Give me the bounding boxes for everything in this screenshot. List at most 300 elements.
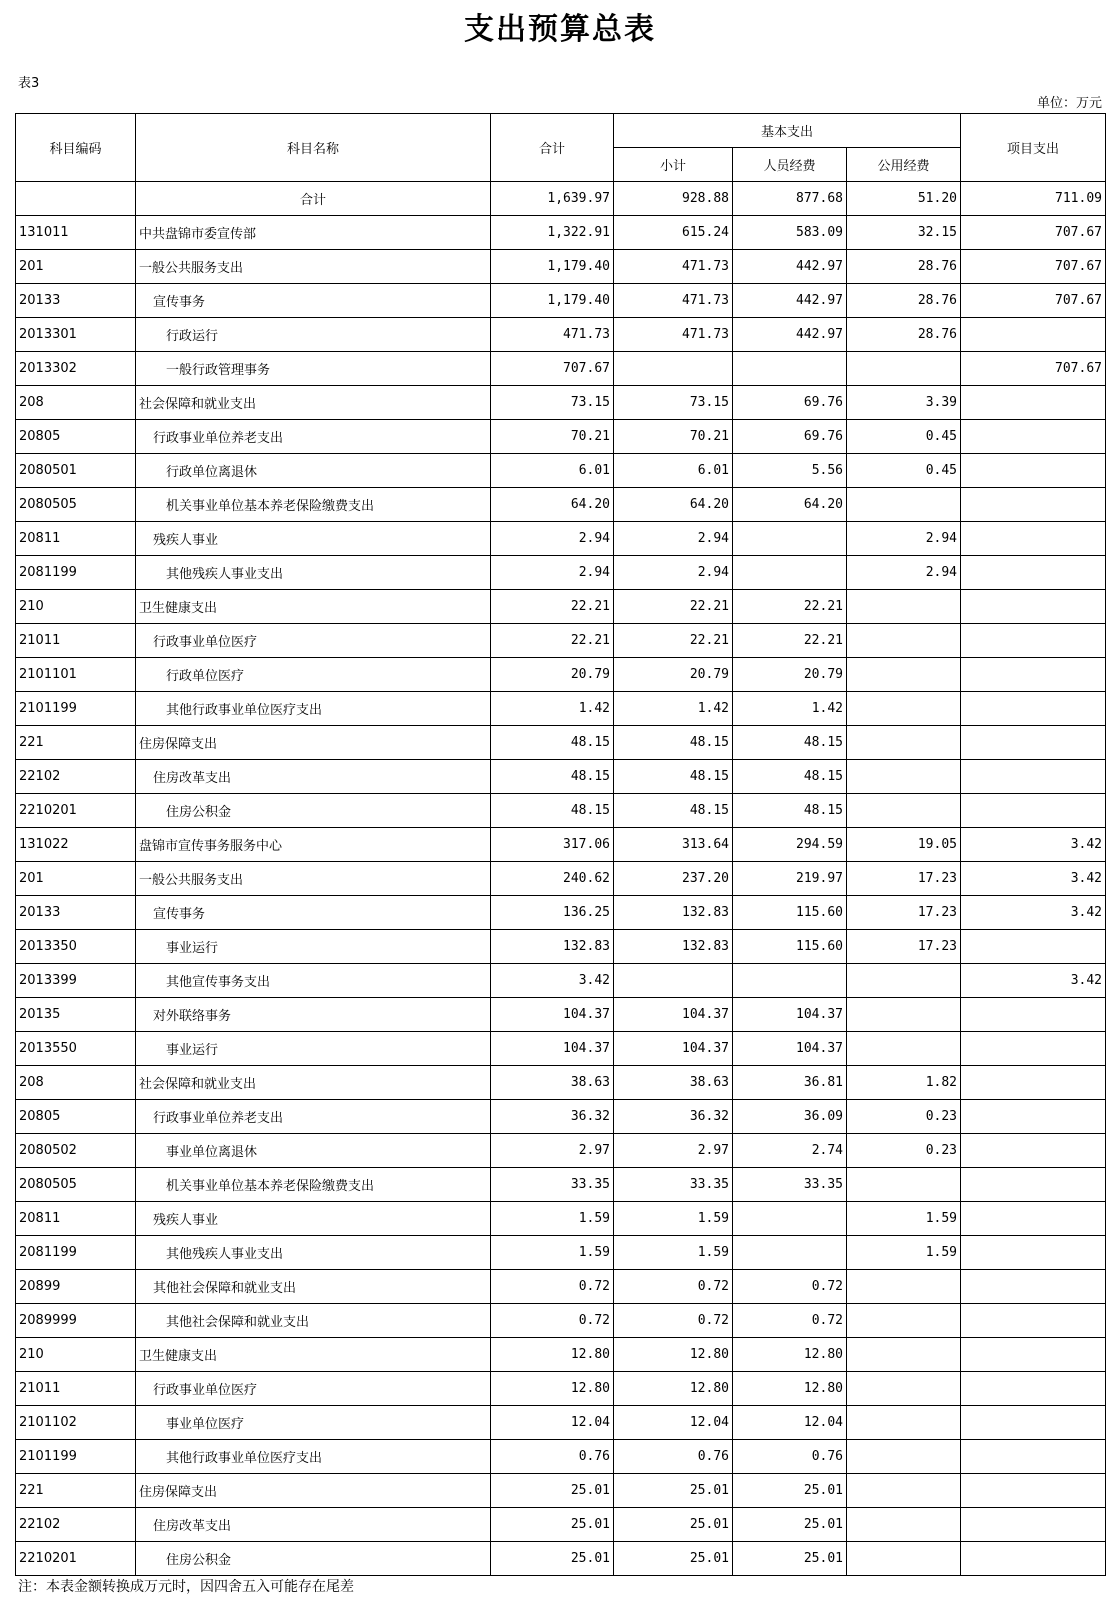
- cell-code: 2081199: [16, 1236, 136, 1270]
- table-row: [16, 352, 1106, 386]
- cell-subtotal: 1.59: [614, 1236, 733, 1270]
- cell-code: 2013399: [16, 964, 136, 998]
- cell-project-expenditure: [961, 1304, 1106, 1338]
- cell-personnel-cost: 0.76: [733, 1440, 847, 1474]
- cell-personnel-cost: 69.76: [733, 420, 847, 454]
- header-public-cost: 公用经费: [847, 148, 961, 182]
- cell-total: 1,639.97: [491, 182, 614, 216]
- cell-name: 卫生健康支出: [136, 590, 491, 624]
- cell-total: 2.97: [491, 1134, 614, 1168]
- table-row: [16, 794, 1106, 828]
- cell-code: 2013302: [16, 352, 136, 386]
- cell-subtotal: 70.21: [614, 420, 733, 454]
- cell-name: 机关事业单位基本养老保险缴费支出: [136, 1168, 491, 1202]
- header-subtotal: 小计: [614, 148, 733, 182]
- cell-project-expenditure: [961, 1202, 1106, 1236]
- table-row: [16, 624, 1106, 658]
- cell-name: 住房改革支出: [136, 760, 491, 794]
- cell-code: 221: [16, 726, 136, 760]
- cell-personnel-cost: 12.04: [733, 1406, 847, 1440]
- cell-name: 其他社会保障和就业支出: [136, 1270, 491, 1304]
- cell-personnel-cost: 115.60: [733, 930, 847, 964]
- cell-personnel-cost: 5.56: [733, 454, 847, 488]
- cell-code: 131011: [16, 216, 136, 250]
- table-row: [16, 454, 1106, 488]
- cell-subtotal: 132.83: [614, 930, 733, 964]
- cell-personnel-cost: [733, 1202, 847, 1236]
- cell-public-cost: [847, 964, 961, 998]
- cell-project-expenditure: [961, 1270, 1106, 1304]
- cell-public-cost: 2.94: [847, 522, 961, 556]
- cell-total: 0.72: [491, 1304, 614, 1338]
- cell-project-expenditure: 707.67: [961, 250, 1106, 284]
- cell-code: 2013550: [16, 1032, 136, 1066]
- cell-subtotal: 48.15: [614, 760, 733, 794]
- cell-name: 宣传事务: [136, 284, 491, 318]
- table-row: [16, 1474, 1106, 1508]
- cell-name: 残疾人事业: [136, 522, 491, 556]
- table-row: [16, 318, 1106, 352]
- cell-subtotal: 2.94: [614, 522, 733, 556]
- cell-total: 48.15: [491, 794, 614, 828]
- cell-code: 221: [16, 1474, 136, 1508]
- header-total: 合计: [491, 114, 614, 182]
- cell-total: 2.94: [491, 556, 614, 590]
- cell-subtotal: 132.83: [614, 896, 733, 930]
- cell-project-expenditure: [961, 1542, 1106, 1576]
- table-row: [16, 420, 1106, 454]
- cell-personnel-cost: 0.72: [733, 1304, 847, 1338]
- table-row: [16, 1236, 1106, 1270]
- cell-project-expenditure: [961, 1168, 1106, 1202]
- cell-subtotal: 12.04: [614, 1406, 733, 1440]
- table-row: [16, 1372, 1106, 1406]
- cell-project-expenditure: 707.67: [961, 352, 1106, 386]
- table-row: [16, 1508, 1106, 1542]
- cell-name: 住房保障支出: [136, 726, 491, 760]
- header-code: 科目编码: [16, 114, 136, 182]
- cell-subtotal: 12.80: [614, 1338, 733, 1372]
- cell-project-expenditure: [961, 590, 1106, 624]
- cell-project-expenditure: 3.42: [961, 964, 1106, 998]
- header-project-expenditure: 项目支出: [961, 114, 1106, 182]
- cell-project-expenditure: [961, 1066, 1106, 1100]
- table-row: [16, 1338, 1106, 1372]
- cell-personnel-cost: [733, 352, 847, 386]
- cell-public-cost: 0.45: [847, 454, 961, 488]
- cell-personnel-cost: 48.15: [733, 760, 847, 794]
- cell-personnel-cost: 583.09: [733, 216, 847, 250]
- cell-name: 其他残疾人事业支出: [136, 1236, 491, 1270]
- cell-project-expenditure: [961, 726, 1106, 760]
- cell-project-expenditure: [961, 1338, 1106, 1372]
- cell-personnel-cost: 22.21: [733, 590, 847, 624]
- cell-project-expenditure: [961, 624, 1106, 658]
- cell-name: 行政事业单位养老支出: [136, 1100, 491, 1134]
- cell-project-expenditure: [961, 386, 1106, 420]
- cell-project-expenditure: [961, 556, 1106, 590]
- cell-total: 12.04: [491, 1406, 614, 1440]
- cell-public-cost: [847, 1542, 961, 1576]
- cell-project-expenditure: [961, 522, 1106, 556]
- cell-name: 行政单位医疗: [136, 658, 491, 692]
- cell-subtotal: 36.32: [614, 1100, 733, 1134]
- cell-public-cost: [847, 692, 961, 726]
- cell-code: 20899: [16, 1270, 136, 1304]
- cell-personnel-cost: 115.60: [733, 896, 847, 930]
- cell-name: 残疾人事业: [136, 1202, 491, 1236]
- cell-total: 25.01: [491, 1508, 614, 1542]
- cell-code: 2081199: [16, 556, 136, 590]
- cell-code: 20811: [16, 1202, 136, 1236]
- cell-project-expenditure: 3.42: [961, 828, 1106, 862]
- cell-public-cost: [847, 1474, 961, 1508]
- cell-subtotal: 2.97: [614, 1134, 733, 1168]
- cell-public-cost: 17.23: [847, 930, 961, 964]
- cell-project-expenditure: [961, 760, 1106, 794]
- cell-personnel-cost: 69.76: [733, 386, 847, 420]
- cell-personnel-cost: 442.97: [733, 284, 847, 318]
- cell-code: 201: [16, 250, 136, 284]
- cell-personnel-cost: 442.97: [733, 250, 847, 284]
- cell-project-expenditure: [961, 998, 1106, 1032]
- cell-personnel-cost: 36.81: [733, 1066, 847, 1100]
- cell-project-expenditure: [961, 1474, 1106, 1508]
- table-row: [16, 488, 1106, 522]
- cell-personnel-cost: 25.01: [733, 1474, 847, 1508]
- cell-code: 131022: [16, 828, 136, 862]
- page-title: 支出预算总表: [464, 12, 656, 47]
- cell-public-cost: [847, 590, 961, 624]
- cell-subtotal: 64.20: [614, 488, 733, 522]
- cell-project-expenditure: [961, 1134, 1106, 1168]
- cell-public-cost: [847, 1270, 961, 1304]
- cell-public-cost: [847, 1508, 961, 1542]
- cell-personnel-cost: 219.97: [733, 862, 847, 896]
- cell-total: 6.01: [491, 454, 614, 488]
- cell-subtotal: 471.73: [614, 318, 733, 352]
- table-row: [16, 726, 1106, 760]
- cell-name: 中共盘锦市委宣传部: [136, 216, 491, 250]
- cell-public-cost: 0.23: [847, 1134, 961, 1168]
- cell-total: 33.35: [491, 1168, 614, 1202]
- cell-project-expenditure: [961, 658, 1106, 692]
- cell-name: 行政事业单位医疗: [136, 1372, 491, 1406]
- cell-code: 2080502: [16, 1134, 136, 1168]
- cell-code: 208: [16, 386, 136, 420]
- cell-public-cost: 19.05: [847, 828, 961, 862]
- cell-total: 240.62: [491, 862, 614, 896]
- table-number: 表3: [18, 76, 40, 91]
- table-row: [16, 998, 1106, 1032]
- cell-public-cost: [847, 1304, 961, 1338]
- cell-name: 宣传事务: [136, 896, 491, 930]
- cell-total: 20.79: [491, 658, 614, 692]
- cell-public-cost: 51.20: [847, 182, 961, 216]
- cell-subtotal: 104.37: [614, 998, 733, 1032]
- cell-code: 2101199: [16, 692, 136, 726]
- cell-name: 事业单位离退休: [136, 1134, 491, 1168]
- cell-public-cost: 28.76: [847, 284, 961, 318]
- table-row: [16, 590, 1106, 624]
- cell-name: 行政事业单位医疗: [136, 624, 491, 658]
- cell-public-cost: [847, 1338, 961, 1372]
- cell-total: 707.67: [491, 352, 614, 386]
- cell-public-cost: [847, 760, 961, 794]
- cell-total: 48.15: [491, 760, 614, 794]
- cell-total: 104.37: [491, 998, 614, 1032]
- cell-subtotal: 615.24: [614, 216, 733, 250]
- cell-project-expenditure: [961, 420, 1106, 454]
- cell-total: 136.25: [491, 896, 614, 930]
- cell-name: 事业运行: [136, 1032, 491, 1066]
- table-row: [16, 828, 1106, 862]
- cell-name: 一般公共服务支出: [136, 862, 491, 896]
- cell-name: 其他行政事业单位医疗支出: [136, 692, 491, 726]
- cell-public-cost: 17.23: [847, 896, 961, 930]
- cell-code: 20811: [16, 522, 136, 556]
- table-row: [16, 1202, 1106, 1236]
- cell-project-expenditure: [961, 318, 1106, 352]
- cell-code: 2101102: [16, 1406, 136, 1440]
- cell-personnel-cost: 25.01: [733, 1542, 847, 1576]
- cell-name: 合计: [136, 182, 491, 216]
- cell-code: 2210201: [16, 794, 136, 828]
- table-row: [16, 760, 1106, 794]
- footnote: 注：本表金额转换成万元时，因四舍五入可能存在尾差: [18, 1579, 354, 1595]
- cell-code: 21011: [16, 624, 136, 658]
- cell-personnel-cost: 1.42: [733, 692, 847, 726]
- cell-public-cost: 1.59: [847, 1202, 961, 1236]
- table-row: [16, 522, 1106, 556]
- cell-total: 22.21: [491, 590, 614, 624]
- cell-total: 25.01: [491, 1542, 614, 1576]
- cell-name: 其他行政事业单位医疗支出: [136, 1440, 491, 1474]
- cell-code: 20133: [16, 284, 136, 318]
- cell-subtotal: 73.15: [614, 386, 733, 420]
- cell-personnel-cost: 12.80: [733, 1372, 847, 1406]
- cell-total: 48.15: [491, 726, 614, 760]
- cell-personnel-cost: 48.15: [733, 794, 847, 828]
- cell-code: 2210201: [16, 1542, 136, 1576]
- cell-subtotal: 0.72: [614, 1304, 733, 1338]
- cell-public-cost: [847, 1372, 961, 1406]
- cell-total: 64.20: [491, 488, 614, 522]
- cell-name: 事业运行: [136, 930, 491, 964]
- cell-project-expenditure: [961, 1406, 1106, 1440]
- cell-total: 3.42: [491, 964, 614, 998]
- cell-code: 2080505: [16, 1168, 136, 1202]
- header-personnel-cost: 人员经费: [733, 148, 847, 182]
- cell-subtotal: 0.72: [614, 1270, 733, 1304]
- cell-name: 住房改革支出: [136, 1508, 491, 1542]
- cell-personnel-cost: [733, 522, 847, 556]
- cell-public-cost: [847, 1032, 961, 1066]
- cell-total: 1.59: [491, 1202, 614, 1236]
- cell-project-expenditure: 3.42: [961, 862, 1106, 896]
- cell-subtotal: 1.59: [614, 1202, 733, 1236]
- cell-project-expenditure: [961, 1100, 1106, 1134]
- cell-code: 20805: [16, 1100, 136, 1134]
- cell-subtotal: 12.80: [614, 1372, 733, 1406]
- cell-project-expenditure: [961, 488, 1106, 522]
- cell-code: 2013301: [16, 318, 136, 352]
- cell-subtotal: [614, 964, 733, 998]
- cell-subtotal: 22.21: [614, 624, 733, 658]
- cell-total: 12.80: [491, 1338, 614, 1372]
- cell-public-cost: [847, 998, 961, 1032]
- table-row: [16, 1100, 1106, 1134]
- cell-project-expenditure: 707.67: [961, 284, 1106, 318]
- table-header: [16, 114, 1106, 182]
- cell-personnel-cost: 36.09: [733, 1100, 847, 1134]
- cell-name: 一般行政管理事务: [136, 352, 491, 386]
- cell-personnel-cost: 22.21: [733, 624, 847, 658]
- cell-total: 2.94: [491, 522, 614, 556]
- cell-public-cost: [847, 1406, 961, 1440]
- expenditure-budget-table: [15, 113, 1106, 1576]
- cell-code: 2080501: [16, 454, 136, 488]
- cell-name: 其他社会保障和就业支出: [136, 1304, 491, 1338]
- total-row: [16, 182, 1106, 216]
- cell-public-cost: [847, 488, 961, 522]
- cell-name: 一般公共服务支出: [136, 250, 491, 284]
- header-name: 科目名称: [136, 114, 491, 182]
- table-row: [16, 216, 1106, 250]
- table-row: [16, 1032, 1106, 1066]
- table-row: [16, 556, 1106, 590]
- table-row: [16, 1066, 1106, 1100]
- cell-project-expenditure: 711.09: [961, 182, 1106, 216]
- cell-public-cost: 28.76: [847, 250, 961, 284]
- cell-total: 1,322.91: [491, 216, 614, 250]
- cell-name: 其他宣传事务支出: [136, 964, 491, 998]
- cell-name: 住房公积金: [136, 1542, 491, 1576]
- cell-project-expenditure: [961, 930, 1106, 964]
- cell-public-cost: 3.39: [847, 386, 961, 420]
- table-row: [16, 1168, 1106, 1202]
- cell-subtotal: 20.79: [614, 658, 733, 692]
- cell-code: 21011: [16, 1372, 136, 1406]
- cell-code: 201: [16, 862, 136, 896]
- cell-project-expenditure: [961, 794, 1106, 828]
- cell-project-expenditure: [961, 1508, 1106, 1542]
- cell-name: 住房保障支出: [136, 1474, 491, 1508]
- cell-subtotal: 33.35: [614, 1168, 733, 1202]
- cell-subtotal: 2.94: [614, 556, 733, 590]
- cell-public-cost: 1.59: [847, 1236, 961, 1270]
- cell-project-expenditure: [961, 1440, 1106, 1474]
- cell-total: 0.72: [491, 1270, 614, 1304]
- cell-name: 行政事业单位养老支出: [136, 420, 491, 454]
- table-row: [16, 930, 1106, 964]
- unit-label: 单位：万元: [1036, 96, 1102, 111]
- cell-code: 2089999: [16, 1304, 136, 1338]
- cell-public-cost: [847, 1168, 961, 1202]
- cell-subtotal: 471.73: [614, 250, 733, 284]
- cell-public-cost: 28.76: [847, 318, 961, 352]
- cell-code: [16, 182, 136, 216]
- cell-name: 行政运行: [136, 318, 491, 352]
- cell-code: 22102: [16, 1508, 136, 1542]
- table-row: [16, 1134, 1106, 1168]
- cell-name: 行政单位离退休: [136, 454, 491, 488]
- cell-total: 1.42: [491, 692, 614, 726]
- cell-subtotal: [614, 352, 733, 386]
- table-row: [16, 386, 1106, 420]
- cell-public-cost: 2.94: [847, 556, 961, 590]
- cell-public-cost: [847, 624, 961, 658]
- cell-personnel-cost: 25.01: [733, 1508, 847, 1542]
- cell-public-cost: [847, 726, 961, 760]
- cell-name: 住房公积金: [136, 794, 491, 828]
- cell-personnel-cost: 294.59: [733, 828, 847, 862]
- cell-personnel-cost: 64.20: [733, 488, 847, 522]
- cell-public-cost: 1.82: [847, 1066, 961, 1100]
- cell-public-cost: [847, 1440, 961, 1474]
- cell-personnel-cost: 104.37: [733, 998, 847, 1032]
- cell-total: 1.59: [491, 1236, 614, 1270]
- cell-public-cost: [847, 794, 961, 828]
- cell-code: 2101101: [16, 658, 136, 692]
- header-basic-expenditure: 基本支出: [614, 114, 961, 148]
- cell-subtotal: 25.01: [614, 1542, 733, 1576]
- cell-personnel-cost: 33.35: [733, 1168, 847, 1202]
- cell-personnel-cost: 2.74: [733, 1134, 847, 1168]
- cell-subtotal: 104.37: [614, 1032, 733, 1066]
- cell-subtotal: 22.21: [614, 590, 733, 624]
- cell-project-expenditure: [961, 692, 1106, 726]
- cell-subtotal: 38.63: [614, 1066, 733, 1100]
- cell-name: 社会保障和就业支出: [136, 1066, 491, 1100]
- cell-project-expenditure: 3.42: [961, 896, 1106, 930]
- cell-total: 1,179.40: [491, 284, 614, 318]
- cell-personnel-cost: 104.37: [733, 1032, 847, 1066]
- cell-personnel-cost: 0.72: [733, 1270, 847, 1304]
- cell-project-expenditure: [961, 1372, 1106, 1406]
- cell-total: 12.80: [491, 1372, 614, 1406]
- cell-name: 社会保障和就业支出: [136, 386, 491, 420]
- table-row: [16, 1270, 1106, 1304]
- cell-name: 事业单位医疗: [136, 1406, 491, 1440]
- cell-public-cost: 0.45: [847, 420, 961, 454]
- table-row: [16, 1542, 1106, 1576]
- cell-name: 其他残疾人事业支出: [136, 556, 491, 590]
- cell-total: 73.15: [491, 386, 614, 420]
- cell-public-cost: 0.23: [847, 1100, 961, 1134]
- table-row: [16, 1304, 1106, 1338]
- cell-name: 盘锦市宣传事务服务中心: [136, 828, 491, 862]
- cell-name: 机关事业单位基本养老保险缴费支出: [136, 488, 491, 522]
- cell-personnel-cost: 12.80: [733, 1338, 847, 1372]
- cell-total: 25.01: [491, 1474, 614, 1508]
- cell-code: 2080505: [16, 488, 136, 522]
- table-row: [16, 250, 1106, 284]
- cell-code: 20133: [16, 896, 136, 930]
- cell-public-cost: 17.23: [847, 862, 961, 896]
- table-row: [16, 964, 1106, 998]
- table-body: [16, 182, 1106, 1576]
- cell-total: 22.21: [491, 624, 614, 658]
- cell-code: 2101199: [16, 1440, 136, 1474]
- cell-project-expenditure: 707.67: [961, 216, 1106, 250]
- cell-personnel-cost: 48.15: [733, 726, 847, 760]
- cell-personnel-cost: 877.68: [733, 182, 847, 216]
- cell-total: 317.06: [491, 828, 614, 862]
- cell-project-expenditure: [961, 454, 1106, 488]
- cell-code: 208: [16, 1066, 136, 1100]
- cell-subtotal: 48.15: [614, 794, 733, 828]
